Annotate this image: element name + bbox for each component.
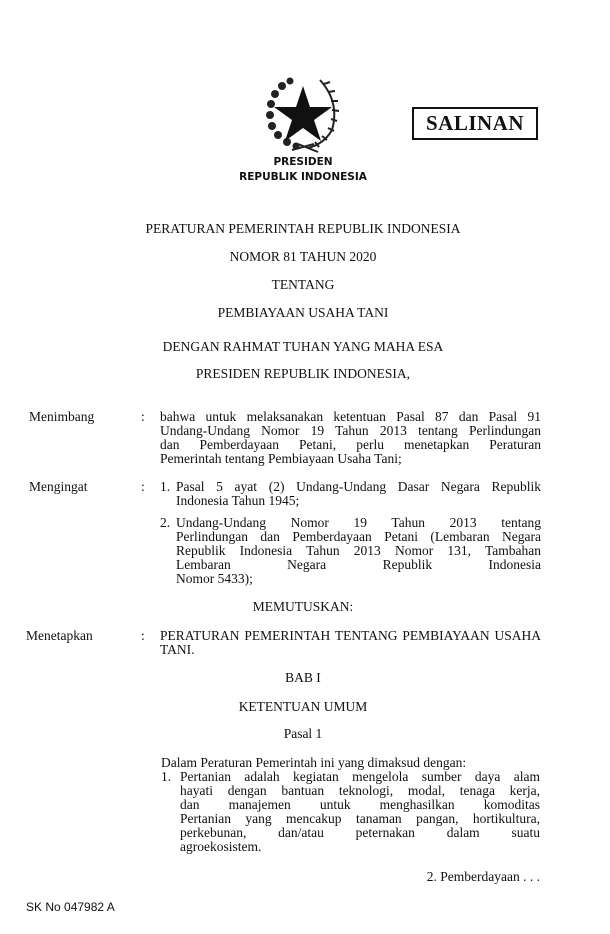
regulation-subject: PEMBIAYAAN USAHA TANI bbox=[217, 305, 389, 320]
item-number: 1. bbox=[160, 479, 171, 494]
definition-line: perkebunan, dan/atau peternakan dalam suatu bbox=[180, 825, 540, 840]
presidential-emblem bbox=[262, 72, 344, 154]
bab-title: KETENTUAN UMUM bbox=[238, 699, 368, 714]
mengingat-line: Pasal 5 ayat (2) Undang-Undang Dasar Negara Republik bbox=[176, 479, 541, 494]
mengingat-line: Lembaran Negara Republik Indonesia bbox=[176, 557, 541, 572]
mengingat-line: Republik Indonesia Tahun 2013 Nomor 131, Tambahan bbox=[176, 543, 541, 558]
menimbang-line: bahwa untuk melaksanakan ketentuan Pasal 87 dan Pasal 91 bbox=[160, 409, 541, 424]
definition-line: agroekosistem. bbox=[180, 839, 262, 854]
tentang-heading: TENTANG bbox=[271, 277, 335, 292]
salinan-stamp: SALINAN bbox=[412, 107, 538, 140]
definition-line: Pertanian adalah kegiatan mengelola sumber daya alam bbox=[180, 769, 540, 784]
mengingat-colon: : bbox=[141, 479, 145, 494]
menetapkan-line: PERATURAN PEMERINTAH TENTANG PEMBIAYAAN USAHA bbox=[160, 628, 541, 643]
menimbang-line: Pemerintah tentang Pembiayaan Usaha Tani; bbox=[160, 451, 402, 466]
regulation-title: PERATURAN PEMERINTAH REPUBLIK INDONESIA bbox=[145, 221, 461, 236]
continuation-marker: 2. Pemberdayaan . . . bbox=[426, 869, 540, 884]
mengingat-line: Undang-Undang Nomor 19 Tahun 2013 tentang bbox=[176, 515, 541, 530]
pasal-intro: Dalam Peraturan Pemerintah ini yang dimaksud dengan: bbox=[161, 755, 467, 770]
memutuskan-heading: MEMUTUSKAN: bbox=[252, 599, 354, 614]
regulation-number: NOMOR 81 TAHUN 2020 bbox=[229, 249, 377, 264]
item-number: 2. bbox=[160, 515, 171, 530]
office-line-1: PRESIDEN bbox=[273, 156, 333, 168]
mengingat-line: Indonesia Tahun 1945; bbox=[176, 493, 300, 508]
definition-number: 1. bbox=[161, 769, 172, 784]
menetapkan-line: TANI. bbox=[160, 642, 195, 657]
bab-heading: BAB I bbox=[285, 670, 321, 685]
menimbang-line: Undang-Undang Nomor 19 Tahun 2013 tentang Perlindungan bbox=[160, 423, 541, 438]
pasal-heading: Pasal 1 bbox=[283, 726, 323, 741]
star-wreath-icon bbox=[262, 72, 344, 154]
preamble-line: DENGAN RAHMAT TUHAN YANG MAHA ESA bbox=[162, 339, 444, 354]
menetapkan-label: Menetapkan bbox=[26, 628, 93, 643]
menetapkan-colon: : bbox=[141, 628, 145, 643]
mengingat-line: Nomor 5433); bbox=[176, 571, 253, 586]
definition-line: Pertanian yang mencakup tanaman pangan, hortikultura, bbox=[180, 811, 540, 826]
footer-code: SK No 047982 A bbox=[26, 900, 115, 914]
office-line-2: REPUBLIK INDONESIA bbox=[239, 171, 367, 183]
mengingat-label: Mengingat bbox=[29, 479, 88, 494]
definition-line: dan manajemen untuk menghasilkan komoditas bbox=[180, 797, 540, 812]
president-line: PRESIDEN REPUBLIK INDONESIA, bbox=[195, 366, 411, 381]
menimbang-label: Menimbang bbox=[29, 409, 95, 424]
mengingat-line: Perlindungan dan Pemberdayaan Petani (Lembaran Negara bbox=[176, 529, 541, 544]
definition-line: hayati dengan bantuan teknologi, modal, tenaga kerja, bbox=[180, 783, 540, 798]
menimbang-colon: : bbox=[141, 409, 145, 424]
menimbang-line: dan Pemberdayaan Petani, perlu menetapkan Peraturan bbox=[160, 437, 541, 452]
